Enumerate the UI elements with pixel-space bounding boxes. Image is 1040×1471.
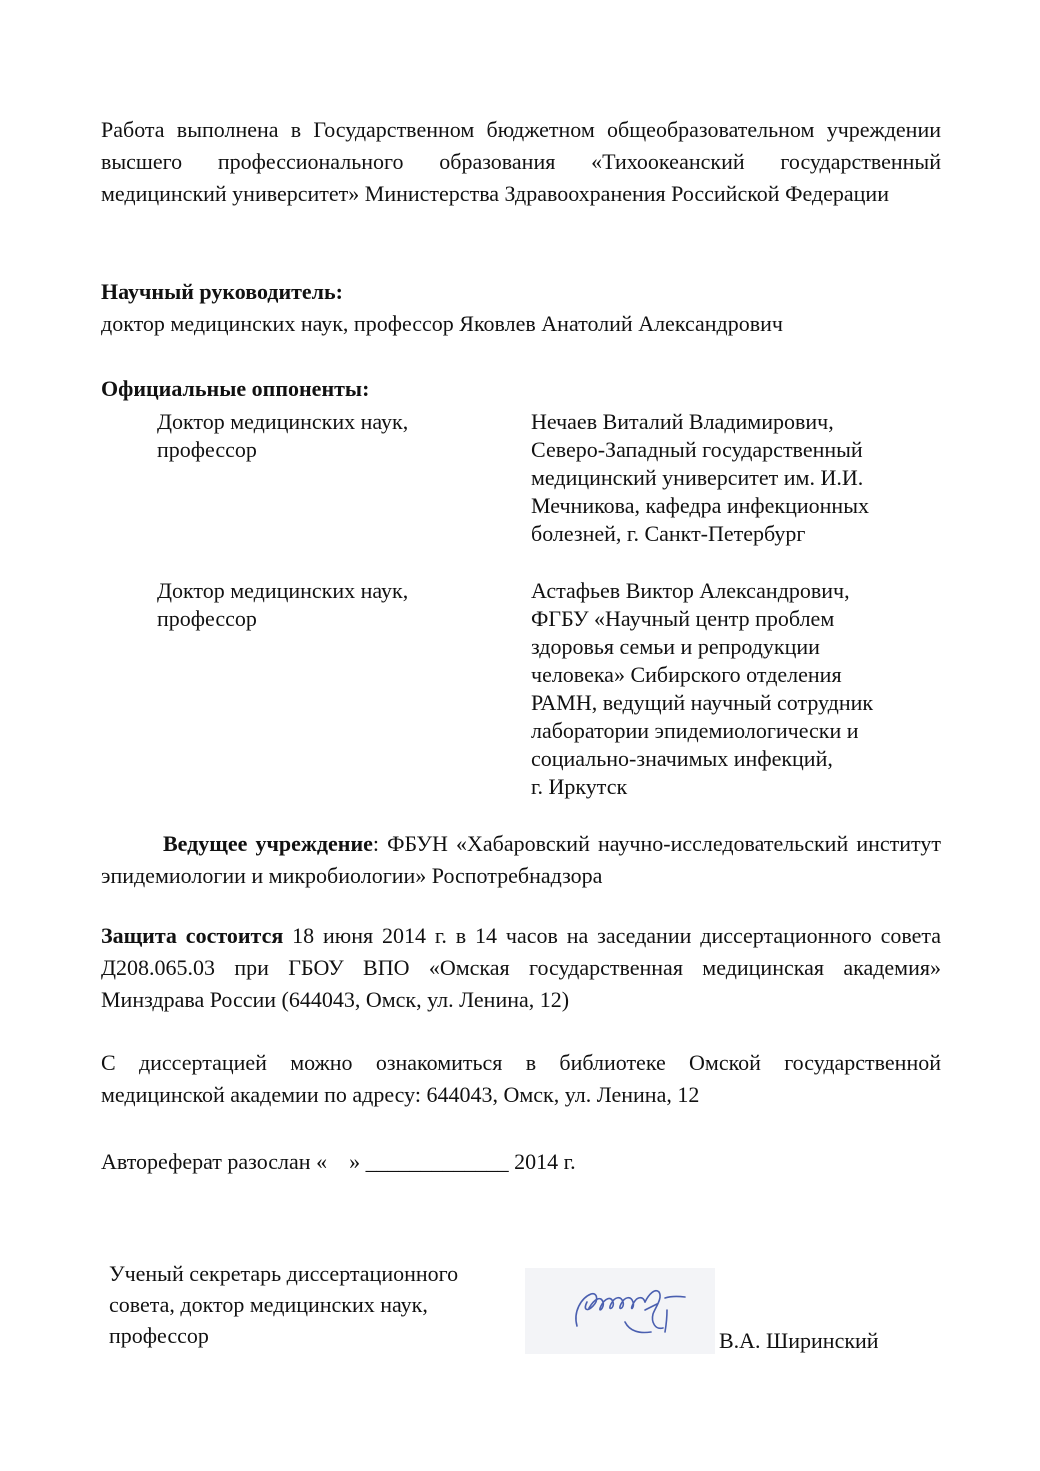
secretary-title <box>109 1258 519 1351</box>
opponent-2-degree-line: Доктор медицинских наук, <box>157 578 409 603</box>
lead-organization-paragraph <box>101 828 941 892</box>
library-paragraph <box>101 1047 941 1111</box>
signature-image <box>525 1268 715 1354</box>
opponent-2-info-line: лаборатории эпидемиологически и <box>531 718 859 743</box>
opponent-1-info-line: болезней, г. Санкт-Петербург <box>531 521 806 546</box>
opponent-2-info-line: Астафьев Виктор Александрович, <box>531 578 850 603</box>
opponent-2-info-line: ФГБУ «Научный центр проблем <box>531 606 835 631</box>
opponent-2-info <box>531 577 951 801</box>
opponent-1-info-line: Северо-Западный государственный <box>531 437 863 462</box>
defense-label: Защита состоится <box>101 923 284 948</box>
supervisor-heading: Научный руководитель: <box>101 279 343 304</box>
lead-organization-label: Ведущее учреждение <box>163 831 373 856</box>
opponent-2-info-line: РАМН, ведущий научный сотрудник <box>531 690 874 715</box>
defense-paragraph <box>101 920 941 1016</box>
opponent-1-info-line: медицинский университет им. И.И. <box>531 465 864 490</box>
opponent-1-degree <box>157 408 487 464</box>
intro-text: Работа выполнена в Государственном бюджетном общеобразовательном учреждении высшего профессионального образования «Тихоокеанский государственный медицинский университет» Министерства Здравоохранения Российской Федерации <box>101 117 941 206</box>
opponent-1-info <box>531 408 951 548</box>
secretary-name: В.А. Ширинский <box>719 1328 879 1353</box>
opponent-2-degree <box>157 577 487 633</box>
secretary-title-line: совета, доктор медицинских наук, <box>109 1292 428 1317</box>
library-text: С диссертацией можно ознакомиться в библиотеке Омской государственной медицинской академии по адресу: 644043, Омск, ул. Ленина, 12 <box>101 1050 941 1107</box>
opponent-2-degree-line: профессор <box>157 606 257 631</box>
supervisor-text: доктор медицинских наук, профессор Яковлев Анатолий Александрович <box>101 311 783 336</box>
opponent-1-info-line: Нечаев Виталий Владимирович, <box>531 409 834 434</box>
opponent-2-info-line: г. Иркутск <box>531 774 628 799</box>
supervisor-section <box>101 276 941 340</box>
secretary-title-line: Ученый секретарь диссертационного <box>109 1261 459 1286</box>
opponent-2-info-line: здоровья семьи и репродукции <box>531 634 820 659</box>
opponents-heading: Официальные оппоненты: <box>101 376 370 401</box>
intro-paragraph <box>101 114 941 210</box>
opponent-1-degree-line: профессор <box>157 437 257 462</box>
dispatch-line <box>101 1146 941 1178</box>
lead-organization-text: : ФБУН «Хабаровский научно-исследовательский институт эпидемиологии и микробиологии» Роспотребнадзора <box>101 831 941 888</box>
opponent-1-info-line: Мечникова, кафедра инфекционных <box>531 493 869 518</box>
signature-icon <box>525 1268 715 1354</box>
defense-text: 18 июня 2014 г. в 14 часов на заседании диссертационного совета Д208.065.03 при ГБОУ ВПО «Омская государственная медицинская академия» Минздрава России (644043, Омск, ул. Ленина, 12) <box>101 923 942 1012</box>
dispatch-text: Автореферат разослан « » _____________ 2014 г. <box>101 1149 576 1174</box>
opponent-2-info-line: социально-значимых инфекций, <box>531 746 833 771</box>
secretary-title-line: профессор <box>109 1323 209 1348</box>
opponent-1-degree-line: Доктор медицинских наук, <box>157 409 409 434</box>
opponent-2-info-line: человека» Сибирского отделения <box>531 662 842 687</box>
